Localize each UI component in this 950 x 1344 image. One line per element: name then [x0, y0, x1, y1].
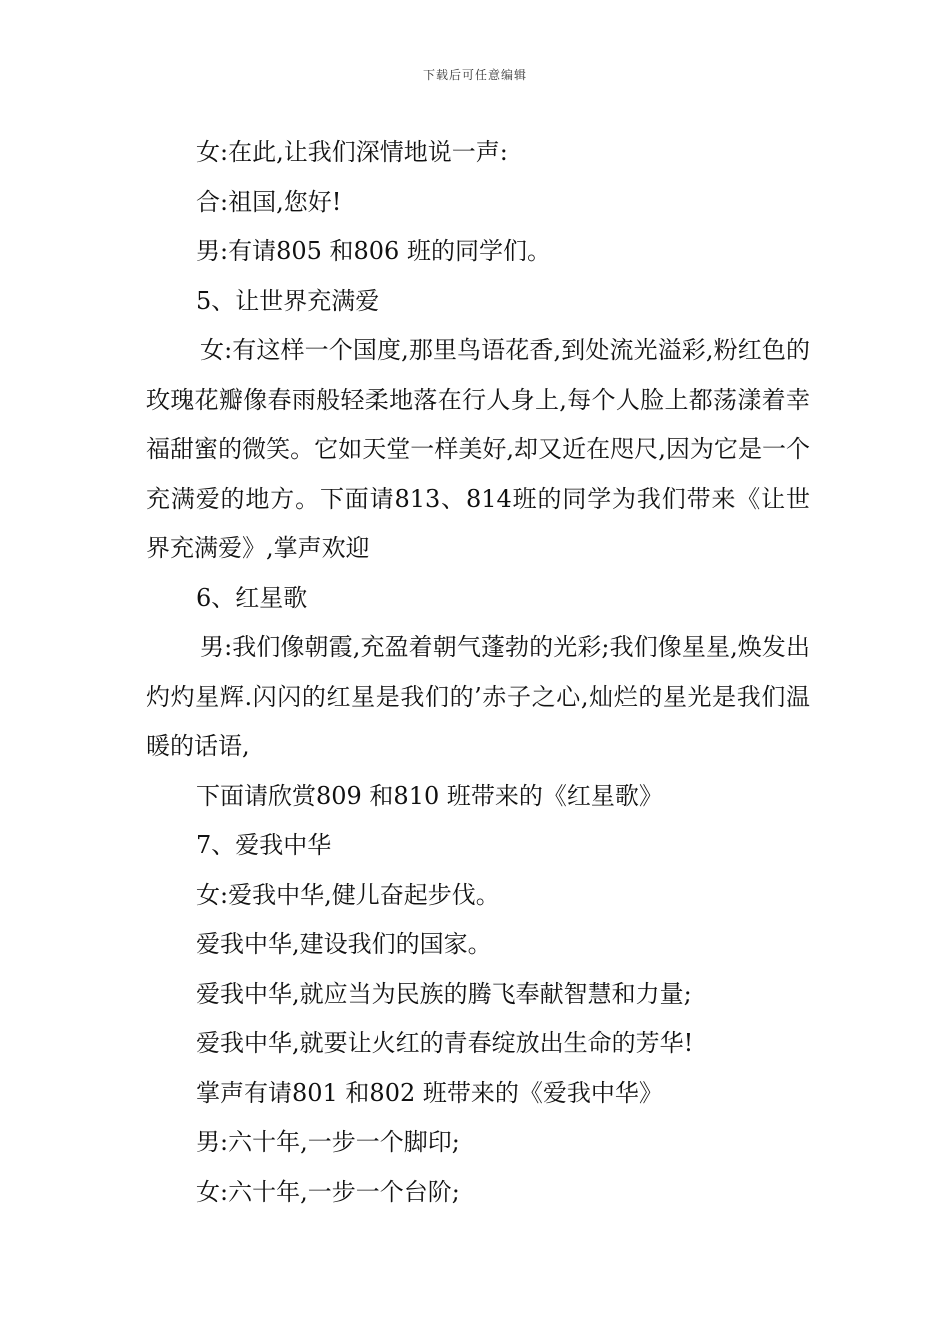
dialogue-paragraph: 男:我们像朝霞,充盈着朝气蓬勃的光彩;我们像星星,焕发出灼灼星辉.闪闪的红星是我们的’赤子之心,灿烂的星光是我们温暖的话语, — [146, 633, 810, 760]
dialogue-line: 下面请欣赏809 和810 班带来的《红星歌》 — [196, 781, 663, 810]
page-header: 下载后可任意编辑 — [422, 68, 527, 82]
dialogue-line: 爱我中华,就要让火红的青春绽放出生命的芳华! — [196, 1029, 694, 1057]
dialogue-line: 掌声有请801 和802 班带来的《爱我中华》 — [196, 1078, 663, 1107]
section-heading: 5、让世界充满爱 — [196, 286, 380, 315]
section-heading: 6、红星歌 — [196, 583, 308, 612]
dialogue-line: 男:有请805 和806 班的同学们。 — [196, 237, 551, 265]
dialogue-line: 女:在此,让我们深情地说一声: — [196, 138, 508, 166]
dialogue-line: 男:六十年,一步一个脚印; — [196, 1128, 460, 1156]
dialogue-line: 合:祖国,您好! — [196, 187, 342, 216]
dialogue-line: 女:爱我中华,健儿奋起步伐。 — [196, 880, 500, 909]
dialogue-line: 女:六十年,一步一个台阶; — [196, 1177, 460, 1206]
document-body — [146, 128, 810, 1217]
section-heading: 7、爱我中华 — [196, 831, 332, 859]
dialogue-paragraph: 女:有这样一个国度,那里鸟语花香,到处流光溢彩,粉红色的玫瑰花瓣像春雨般轻柔地落在行人身上,每个人脸上都荡漾着幸福甜蜜的微笑。它如天堂一样美好,却又近在咫尺,因为它是一个充满爱的地方。下面请813、814班的同学为我们带来《让世界充满爱》,掌声欢迎 — [146, 336, 810, 562]
dialogue-line: 爱我中华,就应当为民族的腾飞奉献智慧和力量; — [196, 979, 692, 1008]
dialogue-line: 爱我中华,建设我们的国家。 — [196, 930, 492, 958]
